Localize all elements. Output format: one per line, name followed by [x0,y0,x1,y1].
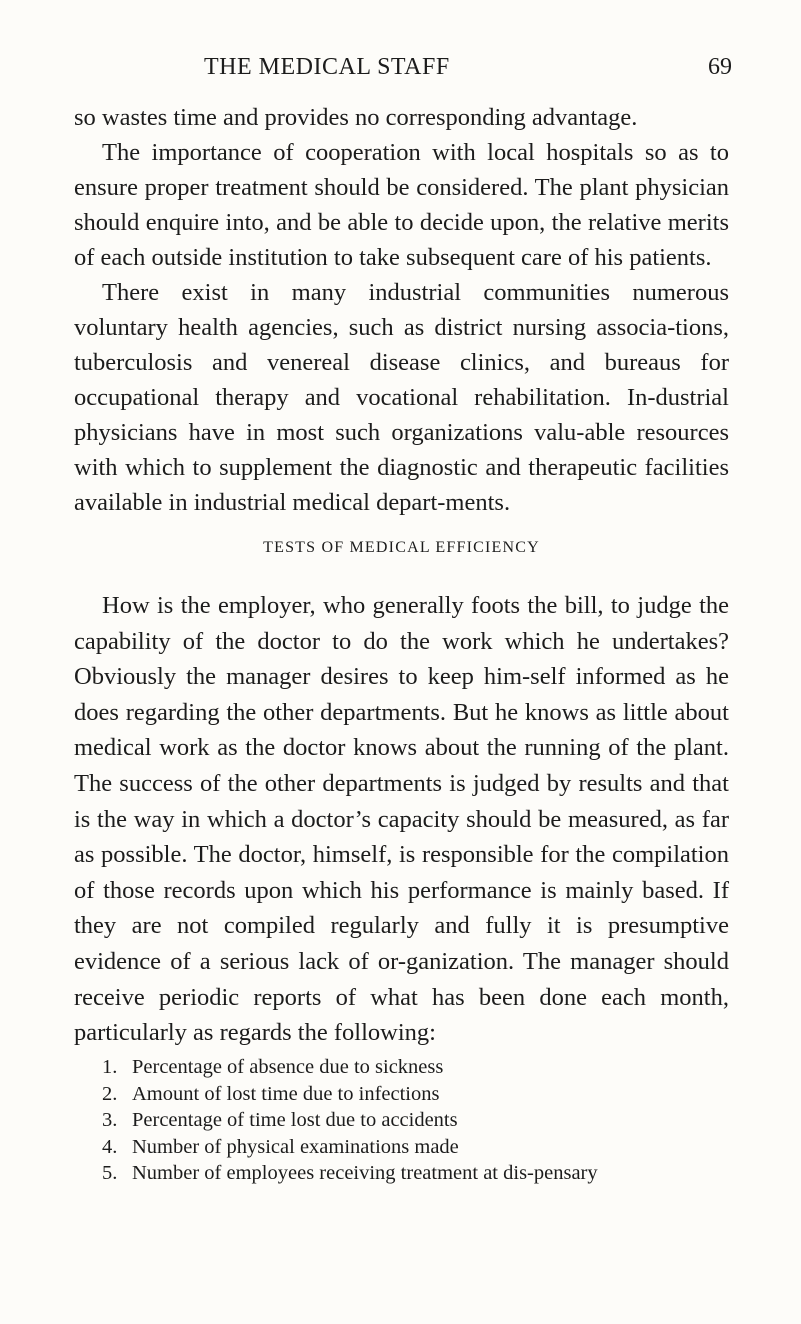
list-item [102,1160,729,1187]
list-item [102,1054,729,1081]
page-number: 69 [708,54,732,80]
list-item-text: Number of employees receiving treatment at dis-pensary [132,1162,598,1184]
paragraph-voluntary-agencies: There exist in many industrial communities numerous voluntary health agencies, such as district nursing associa-tions, tuberculosis and venereal disease clinics, and bureaus for occupational therapy and vocational rehabilitation. In-dustrial physicians have in most such organizations valu-able resources with which to supplement the diagnostic and therapeutic facilities available in industrial medical depart-ments. [74,279,729,516]
list-item [102,1107,729,1134]
list-item-number: 2. [102,1082,118,1105]
paragraph-cooperation: The importance of cooperation with local hospitals so as to ensure proper treatment should be considered. The plant physician should enquire into, and be able to decide upon, the relative merits of each outside institution to take subsequent care of his patients. [74,139,729,271]
paragraph-efficiency: How is the employer, who generally foots the bill, to judge the capability of the doctor to do the work which he undertakes? Obviously the manager desires to keep him-self informed as he does regarding the other departments. But he knows as little about medical work as the doctor knows about the running of the plant. The success of the other departments is judged by results and that is the way in which a doctor’s capacity should be measured, as far as possible. The doctor, himself, is responsible for the compilation of those records upon which his performance is mainly based. If they are not compiled regularly and fully it is presumptive evidence of a serious lack of or-ganization. The manager should receive periodic reports of what has been done each month, particularly as regards the following: [74,592,729,1047]
list-item-number: 3. [102,1109,118,1131]
list-item-text: Number of physical examinations made [132,1135,459,1158]
list-item-text: Percentage of time lost due to accidents [132,1109,458,1131]
section-body [74,588,729,1051]
list-item-number: 4. [102,1135,118,1158]
list-item-text: Percentage of absence due to sickness [132,1056,444,1078]
list-item-number: 1. [102,1056,118,1078]
running-title: THE MEDICAL STAFF [204,54,450,80]
body-text [74,100,729,520]
section-heading: TESTS OF MEDICAL EFFICIENCY [263,539,540,556]
report-items-list [102,1054,729,1187]
list-item-text: Amount of lost time due to infections [132,1082,440,1105]
list-item-number: 5. [102,1162,118,1184]
list-item [102,1134,729,1161]
paragraph-continuation: so wastes time and provides no corresponding advantage. [74,104,638,131]
list-item [102,1081,729,1108]
